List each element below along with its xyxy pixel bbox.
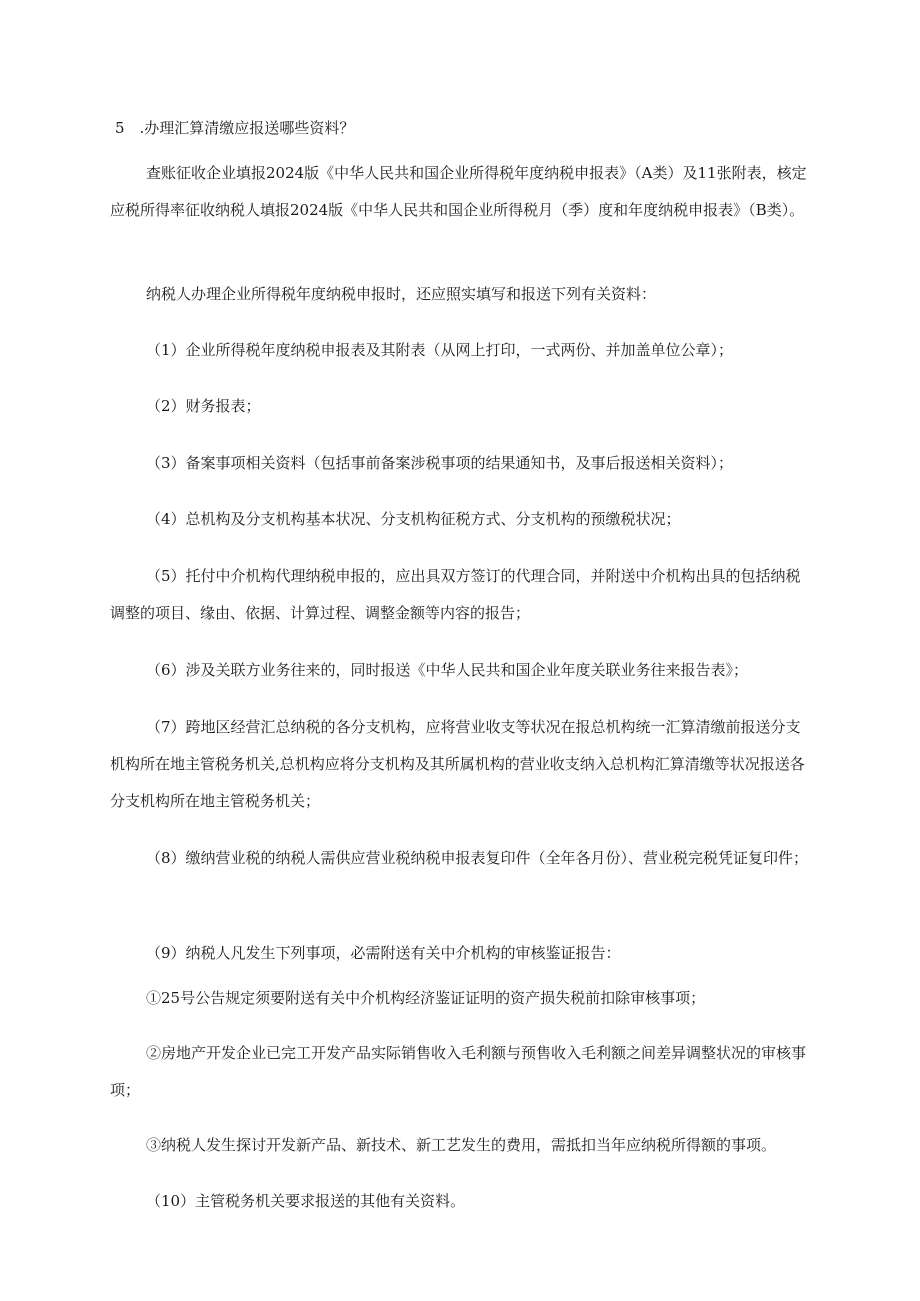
sub-item-3: ③纳税人发生探讨开发新产品、新技术、新工艺发生的费用，需抵扣当年应纳税所得额的事项。 (146, 1136, 777, 1154)
section-heading: 5 .办理汇算清缴应报送哪些资料？ (115, 119, 355, 137)
list-item-2: （2）财务报表； (146, 397, 261, 415)
list-item-9: （9）纳税人凡发生下列事项，必需附送有关中介机构的审核鉴证报告： (146, 944, 621, 962)
paragraph-form-types: 查账征收企业填报2024版《中华人民共和国企业所得税年度纳税申报表》（A类）及11张附表，核定应税所得率征收纳税人填报2024版《中华人民共和国企业所得税月（季）度和年度纳税申报表》（B类）。 (110, 164, 807, 219)
list-item-6: （6）涉及关联方业务往来的，同时报送《中华人民共和国企业年度关联业务往来报告表》； (146, 661, 749, 679)
list-item-1: （1）企业所得税年度纳税申报表及其附表（从网上打印，一式两份、并加盖单位公章）； (146, 341, 734, 359)
list-item-7: （7）跨地区经营汇总纳税的各分支机构，应将营业收支等状况在报总机构统一汇算清缴前报送分支机构所在地主管税务机关,总机构应将分支机构及其所属机构的营业收支纳入总机构汇算清缴等状况报送各分支机构所在地主管税务机关； (110, 718, 805, 810)
list-item-5: （5）托付中介机构代理纳税申报的，应出具双方签订的代理合同，并附送中介机构出具的包括纳税调整的项目、缘由、依据、计算过程、调整金额等内容的报告； (110, 567, 801, 622)
sub-item-2: ②房地产开发企业已完工开发产品实际销售收入毛利额与预售收入毛利额之间差异调整状况的审核事项； (110, 1044, 807, 1099)
list-item-4: （4）总机构及分支机构基本状况、分支机构征税方式、分支机构的预缴税状况； (146, 510, 681, 528)
list-item-8: （8）缴纳营业税的纳税人需供应营业税纳税申报表复印件（全年各月份）、营业税完税凭证复印件； (146, 849, 809, 867)
list-item-10: （10）主管税务机关要求报送的其他有关资料。 (146, 1192, 466, 1210)
list-item-3: （3）备案事项相关资料（包括事前备案涉税事项的结果通知书，及事后报送相关资料）； (146, 454, 734, 472)
sub-item-1: ①25号公告规定须要附送有关中介机构经济鉴证证明的资产损失税前扣除审核事项； (146, 989, 706, 1007)
paragraph-intro: 纳税人办理企业所得税年度纳税申报时，还应照实填写和报送下列有关资料： (146, 285, 657, 303)
